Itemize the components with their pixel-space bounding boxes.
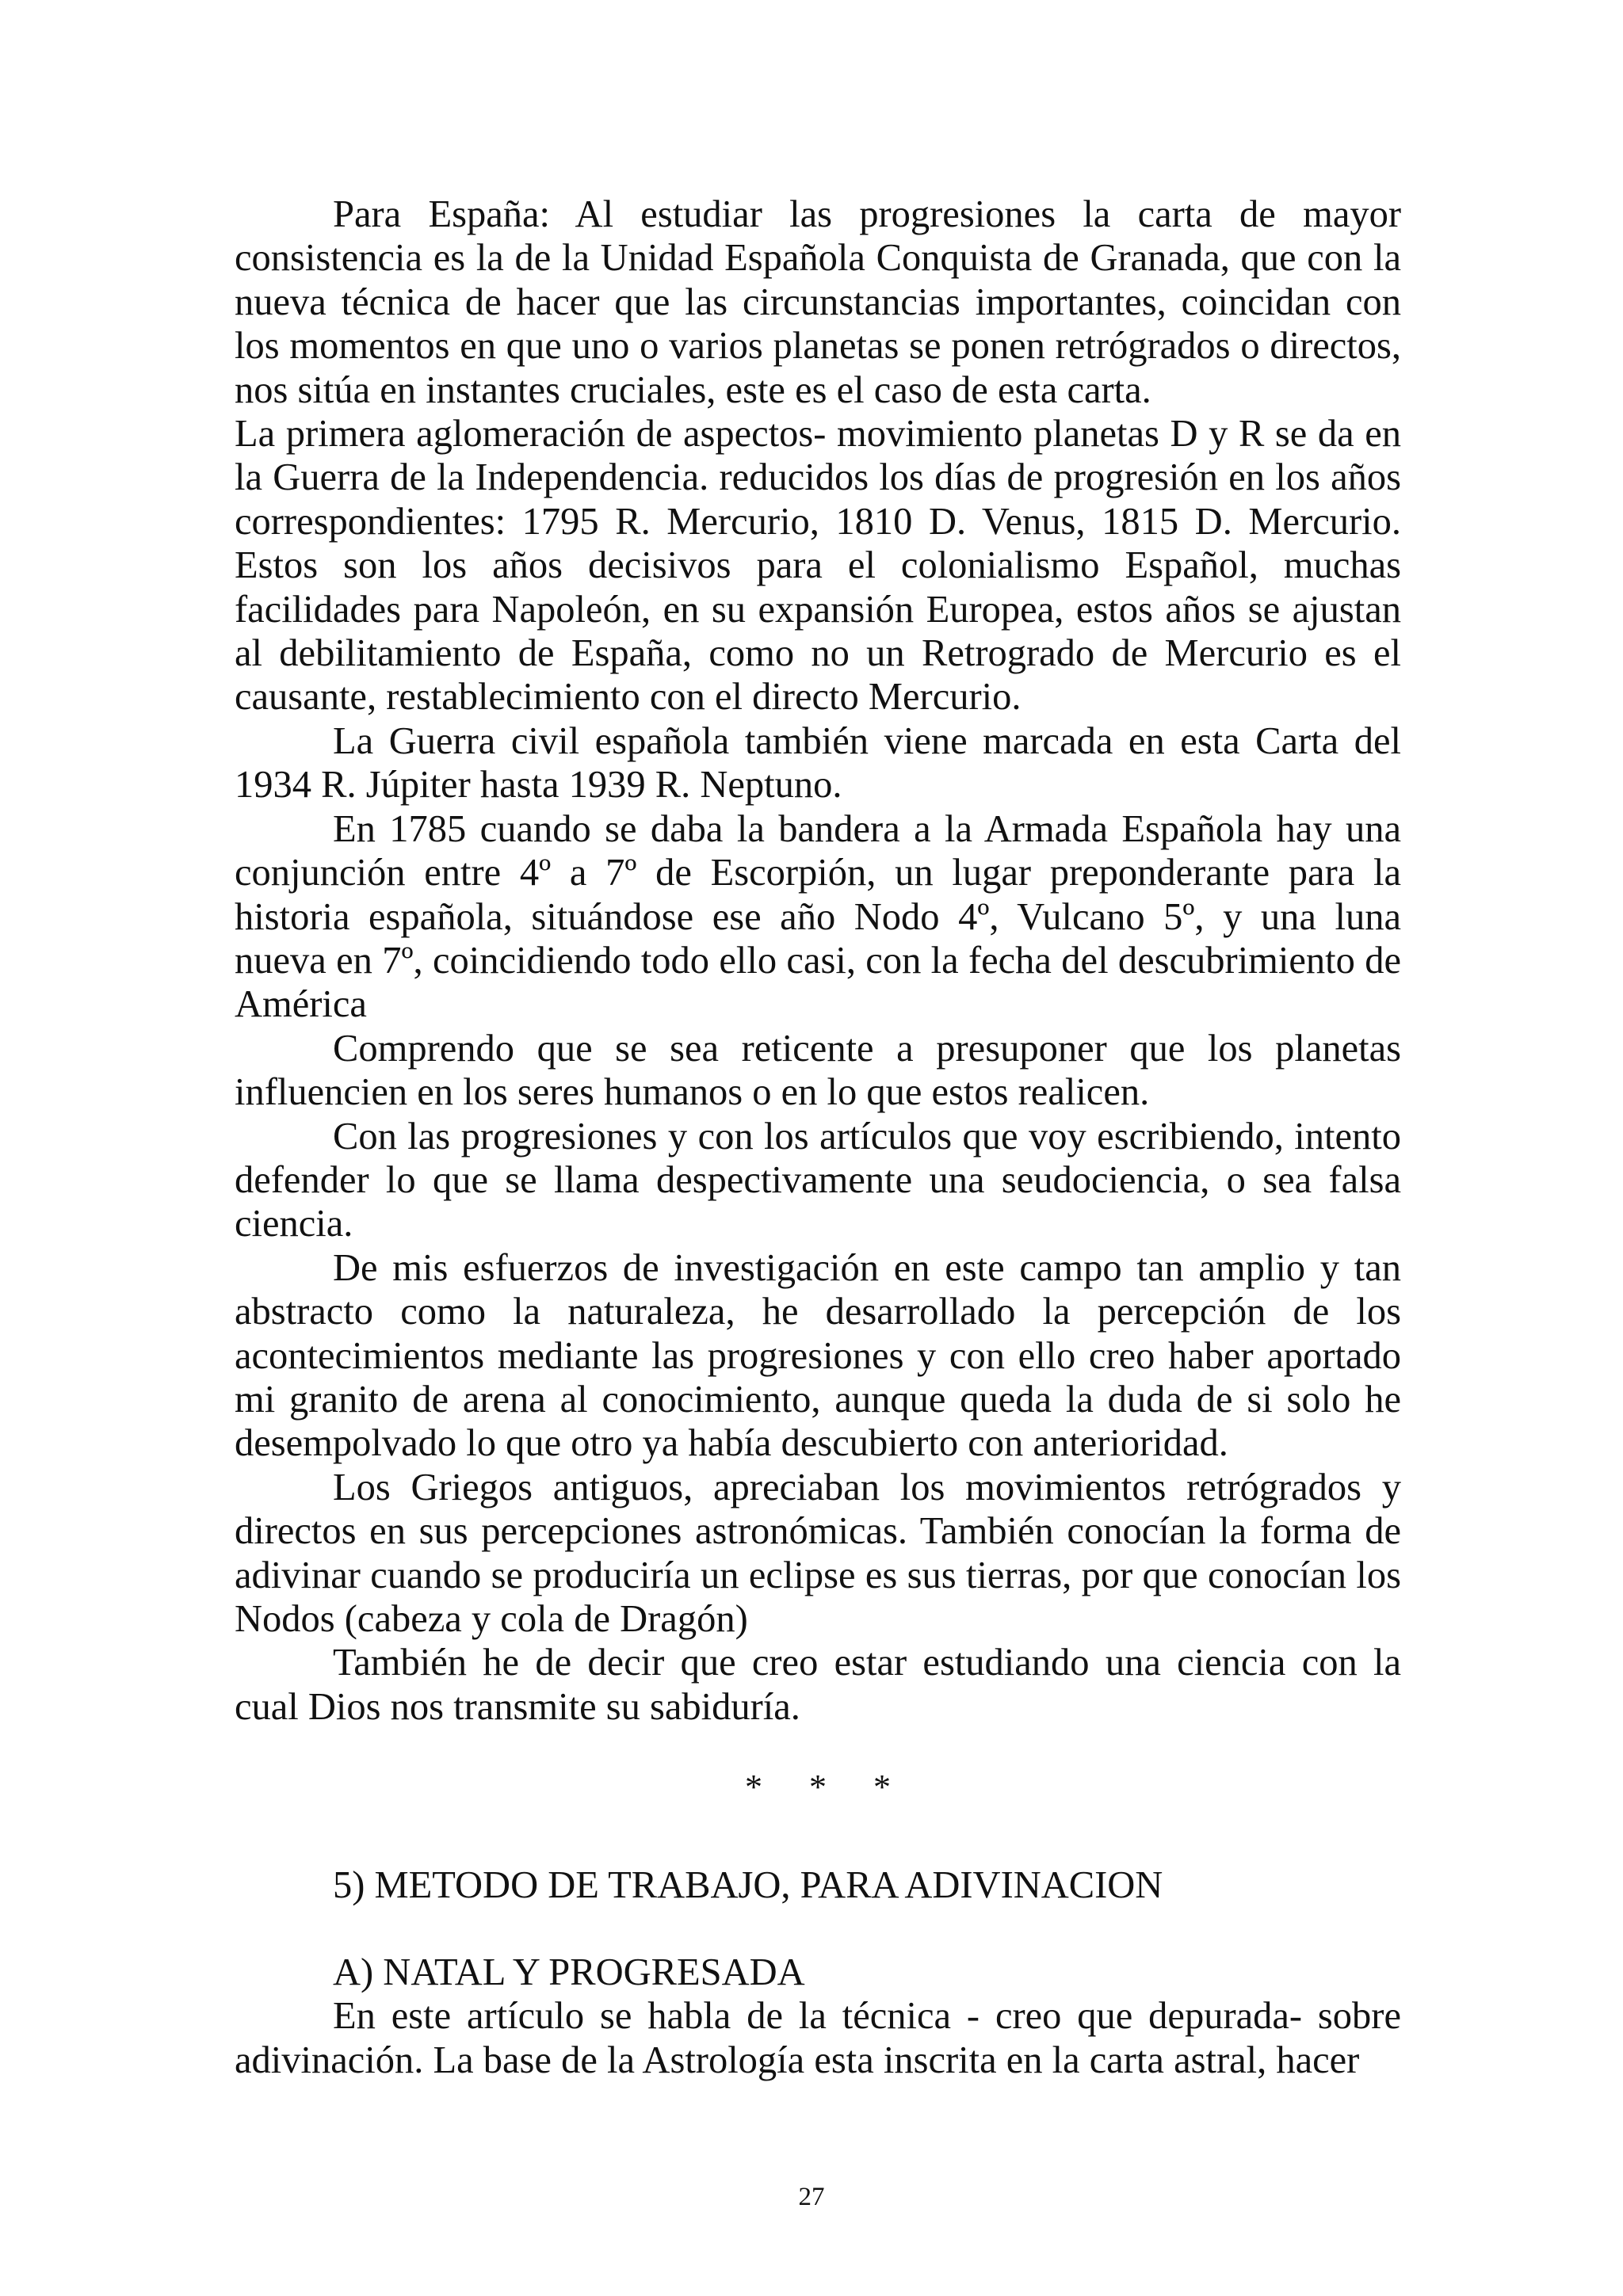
page-number: 27 <box>798 2183 825 2211</box>
paragraph-first-agglomeration: La primera aglomeración de aspectos- movimiento planetas D y R se da en la Guerra de la Independencia. reducidos los días de progresión en los años correspondientes: 1795 R. Mercurio, 1810 D. Venus, 1815 D. Mercurio. Estos son los años decisivos para el colonialismo Español, muchas facilidades para Napoleón, en su expansión Europea, estos años se ajustan al debilitamiento de España, como no un Retrogrado de Mercurio es el causante, restablecimiento con el directo Mercurio. <box>235 413 1401 719</box>
paragraph-research-efforts: De mis esfuerzos de investigación en este campo tan amplio y tan abstracto como la naturaleza, he desarrollado la percepción de los acontecimientos mediante las progresiones y con ello creo haber aportado mi granito de arena al conocimiento, aunque queda la duda de si solo he desempolvado lo que otro ya había descubierto con anterioridad. <box>235 1246 1401 1465</box>
document-page <box>235 193 1401 2082</box>
paragraph-ancient-greeks: Los Griegos antiguos, apreciaban los movimientos retrógrados y directos en sus percepciones astronómicas. También conocían la forma de adivinar cuando se produciría un eclipse es sus tierras, por que conocían los Nodos (cabeza y cola de Dragón) <box>235 1466 1401 1640</box>
paragraph-civil-war: La Guerra civil española también viene marcada en esta Carta del 1934 R. Júpiter hasta 1939 R. Neptuno. <box>235 719 1401 807</box>
paragraph-technique-intro: En este artículo se habla de la técnica - creo que depurada- sobre adivinación. La base de la Astrología esta inscrita en la carta astral, hacer <box>235 1995 1401 2081</box>
paragraph-armada-1785: En 1785 cuando se daba la bandera a la Armada Española hay una conjunción entre 4º a 7º de Escorpión, un lugar preponderante para la historia española, situándose ese año Nodo 4º, Vulcano 5º, y una luna nueva en 7º, coincidiendo todo ello casi, con la fecha del descubrimiento de América <box>235 807 1401 1026</box>
paragraph-divine-science: También he de decir que creo estar estudiando una ciencia con la cual Dios nos transmite su sabiduría. <box>235 1642 1401 1728</box>
section-heading: 5) METODO DE TRABAJO, PARA ADIVINACION <box>333 1863 1163 1906</box>
paragraph-reticence: Comprendo que se sea reticente a presuponer que los planetas influencien en los seres humanos o en lo que estos realicen. <box>235 1027 1401 1114</box>
subsection-heading: A) NATAL Y PROGRESADA <box>333 1951 805 1994</box>
paragraph-pseudoscience: Con las progresiones y con los artículos que voy escribiendo, intento defender lo que se llama despectivamente una seudociencia, o sea falsa ciencia. <box>235 1115 1401 1245</box>
paragraph-spain-progressions: Para España: Al estudiar las progresiones la carta de mayor consistencia es la de la Unidad Española Conquista de Granada, que con la nueva técnica de hacer que las circunstancias importantes, coincidan con los momentos en que uno o varios planetas se ponen retrógrados o directos, nos sitúa en instantes cruciales, este es el caso de esta carta. <box>235 193 1401 411</box>
section-separator: * * * <box>745 1768 910 1807</box>
